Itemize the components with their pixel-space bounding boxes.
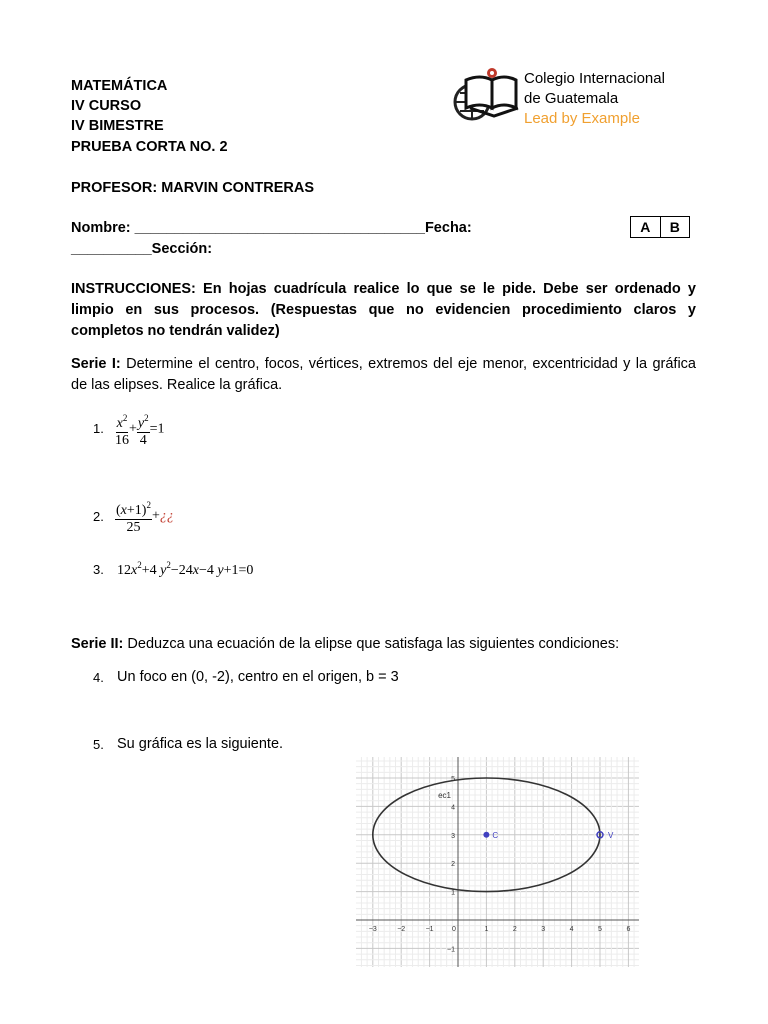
y-tick-label: 2 <box>451 861 455 869</box>
x-tick-label: 3 <box>541 926 546 933</box>
equation-3: $12x^2+4$ $y^2-24x-4$ y+1=0 <box>117 560 254 578</box>
name-date-line: Nombre: ____________________________________Fecha: <box>71 220 472 236</box>
section-line: __________Sección: <box>71 241 213 257</box>
equation-1: $\frac{x^2}{16}$ + $\frac{y^2}{4}$ =1 <box>115 410 165 449</box>
version-b: B <box>660 217 690 237</box>
x-tick-label: 6 <box>626 926 631 933</box>
y-tick-label: −1 <box>447 946 455 954</box>
instructions-text: En hojas cuadrícula realice lo que se le pide. Debe ser ordenado y limpio en sus procesos. (Respuestas que no evidencien procedimiento claros y completos no tendrán validez) <box>71 281 696 339</box>
y-tick-label: 5 <box>451 776 455 783</box>
serie-2-text: Deduzca una ecuación de la elipse que satisfaga las siguientes condiciones: <box>123 636 620 652</box>
y-tick-label: 4 <box>451 804 455 812</box>
serie-2-statement <box>71 634 619 655</box>
item-1-number: 1. <box>93 421 104 436</box>
item-2-number: 2. <box>93 509 104 524</box>
term-title: IV BIMESTRE <box>71 118 164 134</box>
serie-2-label: Serie II: <box>71 636 124 652</box>
item-5-text: Su gráfica es la siguiente. <box>117 736 284 752</box>
book-globe-icon <box>450 66 520 126</box>
x-tick-label: 2 <box>512 926 517 933</box>
school-logo <box>450 66 520 126</box>
item-3-number: 3. <box>93 562 104 577</box>
item-4-number: 4. <box>93 670 104 685</box>
y-tick-label: 3 <box>451 832 455 840</box>
instructions <box>71 279 696 342</box>
x-tick-label: 0 <box>452 926 456 933</box>
version-box <box>630 216 690 238</box>
version-a: A <box>640 219 651 235</box>
subject-title: MATEMÁTICA <box>71 78 168 94</box>
item-5-number: 5. <box>93 737 104 752</box>
equation-2: $\frac{(x+1)^2}{25}$ +¿¿ <box>115 497 174 536</box>
x-tick-label: 5 <box>598 926 602 933</box>
x-tick-label: 4 <box>569 926 574 933</box>
broken-glyph: ¿¿ <box>159 508 174 524</box>
center-point <box>483 832 489 838</box>
y-tick-label: 1 <box>451 889 455 897</box>
logo-line-1: Colegio Internacional <box>524 70 665 87</box>
test-title: PRUEBA CORTA NO. 2 <box>71 139 228 155</box>
curve-label: ec1 <box>438 790 452 800</box>
course-title: IV CURSO <box>71 98 142 114</box>
serie-1-label: Serie I: <box>71 356 121 372</box>
x-tick-label: −2 <box>397 926 406 933</box>
vertex-label: V <box>608 830 614 840</box>
serie-1-text: Determine el centro, focos, vértices, extremos del eje menor, excentricidad y la gráfica de las elipses. Realice la gráfica. <box>71 356 696 393</box>
teacher-name: PROFESOR: MARVIN CONTRERAS <box>71 180 315 196</box>
serie-1-statement <box>71 354 696 396</box>
x-tick-label: 1 <box>484 926 489 933</box>
logo-tagline: Lead by Example <box>524 110 640 127</box>
item-4-text: Un foco en (0, -2), centro en el origen, b = 3 <box>117 669 399 685</box>
x-tick-label: −1 <box>425 926 434 933</box>
ellipse-graph <box>356 757 639 967</box>
x-tick-label: −3 <box>368 926 377 933</box>
graph-canvas <box>356 757 639 967</box>
center-label: C <box>492 830 499 840</box>
instructions-label: INSTRUCCIONES: <box>71 281 196 297</box>
logo-line-2: de Guatemala <box>524 90 619 107</box>
